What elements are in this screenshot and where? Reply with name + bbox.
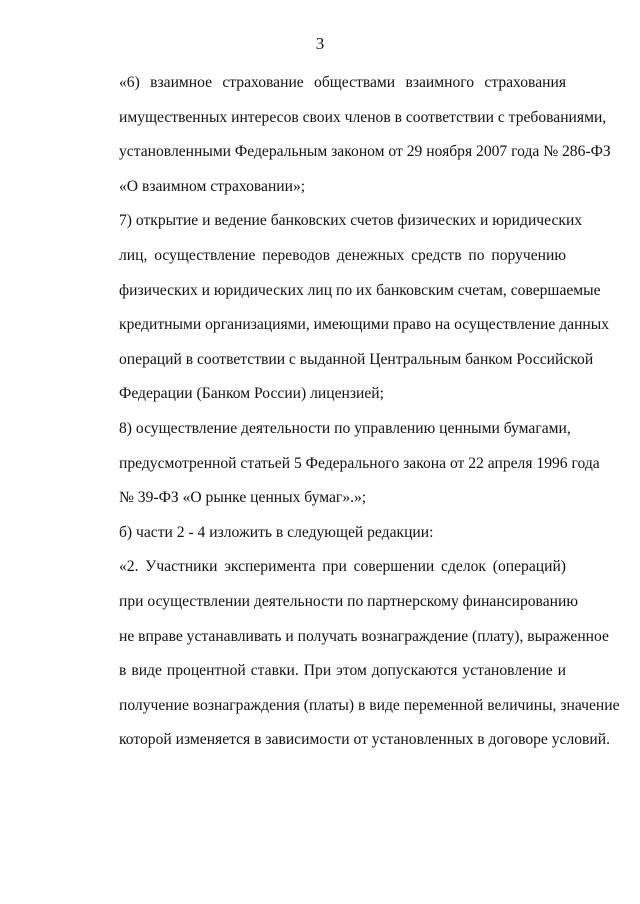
page-number: 3: [315, 34, 325, 53]
text-line: «6) взаимное страхование обществами взаимного страхования: [119, 74, 566, 91]
paragraph-item-8: [78, 412, 600, 516]
paragraph-item-6: [78, 66, 611, 204]
text-line: б) части 2 - 4 изложить в следующей редакции:: [119, 523, 434, 541]
text-line: которой изменяется в зависимости от установленных в договоре условий.: [119, 731, 611, 749]
text-line: физических и юридических лиц по их банковским счетам, совершаемые: [119, 281, 601, 299]
text-line: установленными Федеральным законом от 29 ноября 2007 года № 286-ФЗ: [119, 143, 611, 161]
text-line: не вправе устанавливать и получать вознаграждение (плату), выраженное: [119, 627, 609, 645]
text-line: в виде процентной ставки. При этом допускаются установление и: [119, 662, 566, 680]
text-line: № 39-ФЗ «О рынке ценных бумаг».»;: [119, 489, 367, 507]
text-line: предусмотренной статьей 5 Федерального закона от 22 апреля 1996 года: [119, 454, 600, 472]
paragraph-part-2: [78, 550, 620, 758]
text-line: 8) осуществление деятельности по управлению ценными бумагами,: [119, 419, 571, 437]
text-line: Федерации (Банком России) лицензией;: [119, 385, 384, 403]
text-line: «2. Участники эксперимента при совершении сделок (операций): [119, 558, 566, 576]
text-line: 7) открытие и ведение банковских счетов физических и юридических: [119, 212, 583, 230]
paragraph-item-7: [78, 204, 610, 412]
document-body: [78, 66, 620, 758]
paragraph-subitem-b: [78, 516, 566, 551]
text-line: лиц, осуществление переводов денежных средств по поручению: [119, 246, 566, 264]
text-line: получение вознаграждения (платы) в виде переменной величины, значение: [119, 696, 620, 714]
text-line: операций в соответствии с выданной Центральным банком Российской: [119, 350, 594, 368]
text-line: имущественных интересов своих членов в соответствии с требованиями,: [119, 108, 607, 126]
text-line: при осуществлении деятельности по партнерскому финансированию: [119, 592, 578, 610]
text-line: «О взаимном страховании»;: [119, 177, 306, 195]
text-line: кредитными организациями, имеющими право на осуществление данных: [119, 316, 610, 334]
